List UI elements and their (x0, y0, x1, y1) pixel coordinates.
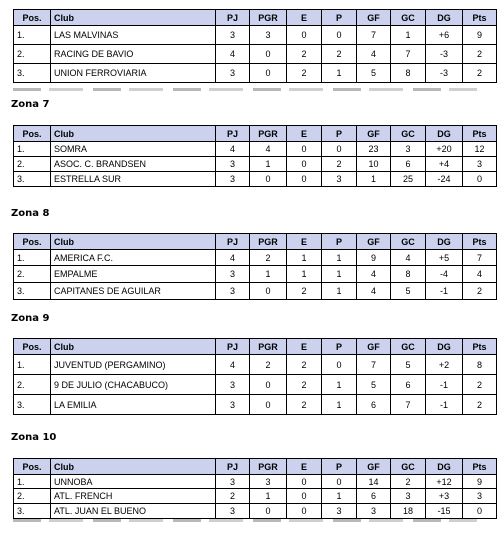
standings-table-zone-9 (13, 338, 497, 415)
cell-pts: 3 (463, 157, 497, 172)
header-pos: Pos. (14, 339, 51, 355)
cell-gc: 1 (391, 26, 426, 45)
cell-pj: 3 (216, 504, 250, 519)
cell-pgr: 3 (250, 26, 287, 45)
table-row (14, 172, 497, 187)
cell-club: UNNOBA (51, 475, 216, 489)
standings-table-zone-7 (13, 125, 497, 187)
cell-p: 1 (322, 395, 357, 415)
header-club: Club (51, 126, 216, 142)
cell-club: EMPALME (51, 266, 216, 283)
cell-pts: 12 (463, 142, 497, 157)
cell-dg: +6 (426, 26, 463, 45)
header-e: E (287, 234, 322, 250)
cut-off-footnote (13, 88, 477, 91)
cell-club: LA EMILIA (51, 395, 216, 415)
table-header-row (14, 10, 497, 26)
cell-pj: 3 (216, 157, 250, 172)
cell-dg: -1 (426, 395, 463, 415)
cell-pj: 3 (216, 283, 250, 300)
cell-pgr: 0 (250, 504, 287, 519)
cell-pts: 9 (463, 475, 497, 489)
cell-pts: 9 (463, 26, 497, 45)
cell-gf: 7 (357, 26, 391, 45)
header-pgr: PGR (250, 10, 287, 26)
cell-p: 3 (322, 172, 357, 187)
header-pos: Pos. (14, 234, 51, 250)
cell-gc: 8 (391, 64, 426, 83)
cell-gf: 14 (357, 475, 391, 489)
cell-dg: -3 (426, 64, 463, 83)
cell-gc: 6 (391, 375, 426, 395)
cell-dg: +3 (426, 489, 463, 504)
cell-pos: 1. (14, 250, 51, 266)
cell-gc: 7 (391, 45, 426, 64)
header-pts: Pts (463, 339, 497, 355)
header-pj: PJ (216, 234, 250, 250)
cell-pgr: 0 (250, 64, 287, 83)
header-dg: DG (426, 339, 463, 355)
cell-pgr: 0 (250, 283, 287, 300)
header-pj: PJ (216, 126, 250, 142)
cell-club: CAPITANES DE AGUILAR (51, 283, 216, 300)
header-club: Club (51, 10, 216, 26)
cell-e: 0 (287, 504, 322, 519)
table-row (14, 64, 497, 83)
zone-title: Zona 9 (11, 313, 50, 324)
cell-gf: 4 (357, 283, 391, 300)
table-header-row (14, 339, 497, 355)
cell-pos: 2. (14, 45, 51, 64)
cell-pts: 2 (463, 45, 497, 64)
table-row (14, 45, 497, 64)
cell-p: 1 (322, 489, 357, 504)
header-pts: Pts (463, 234, 497, 250)
cut-off-footnote (13, 519, 477, 522)
cell-pj: 2 (216, 489, 250, 504)
table-row (14, 375, 497, 395)
cell-club: 9 DE JULIO (CHACABUCO) (51, 375, 216, 395)
zone-title: Zona 8 (11, 208, 50, 219)
table-header-row (14, 459, 497, 475)
cell-pos: 1. (14, 26, 51, 45)
cell-pj: 3 (216, 64, 250, 83)
cell-p: 1 (322, 266, 357, 283)
cell-gc: 25 (391, 172, 426, 187)
cell-gf: 5 (357, 64, 391, 83)
cell-club: SOMRA (51, 142, 216, 157)
zone-title: Zona 10 (11, 432, 57, 443)
table-row (14, 283, 497, 300)
cell-pts: 2 (463, 395, 497, 415)
header-club: Club (51, 234, 216, 250)
cell-pgr: 2 (250, 355, 287, 375)
cell-pos: 2. (14, 157, 51, 172)
cell-pos: 2. (14, 266, 51, 283)
table-row (14, 142, 497, 157)
cell-pts: 2 (463, 283, 497, 300)
header-gc: GC (391, 234, 426, 250)
cell-pos: 1. (14, 475, 51, 489)
table-row (14, 504, 497, 519)
cell-dg: -15 (426, 504, 463, 519)
cell-pj: 3 (216, 172, 250, 187)
cell-pgr: 1 (250, 157, 287, 172)
header-gf: GF (357, 234, 391, 250)
cell-dg: -24 (426, 172, 463, 187)
header-p: P (322, 10, 357, 26)
cell-pj: 4 (216, 355, 250, 375)
header-pj: PJ (216, 10, 250, 26)
header-pts: Pts (463, 459, 497, 475)
cell-dg: -1 (426, 375, 463, 395)
header-club: Club (51, 339, 216, 355)
cell-pj: 3 (216, 26, 250, 45)
cell-e: 0 (287, 172, 322, 187)
cell-club: UNION FERROVIARIA (51, 64, 216, 83)
cell-pts: 8 (463, 355, 497, 375)
cell-pts: 2 (463, 64, 497, 83)
cell-pts: 7 (463, 250, 497, 266)
cell-pj: 4 (216, 45, 250, 64)
cell-gf: 6 (357, 489, 391, 504)
cell-club: RACING DE BAVIO (51, 45, 216, 64)
header-e: E (287, 126, 322, 142)
table-header-row (14, 126, 497, 142)
cell-pj: 4 (216, 250, 250, 266)
cell-pj: 3 (216, 266, 250, 283)
header-club: Club (51, 459, 216, 475)
table-row (14, 355, 497, 375)
cell-gf: 6 (357, 395, 391, 415)
header-gc: GC (391, 339, 426, 355)
header-pgr: PGR (250, 126, 287, 142)
header-dg: DG (426, 234, 463, 250)
cell-p: 2 (322, 157, 357, 172)
cell-pgr: 0 (250, 45, 287, 64)
cell-e: 1 (287, 266, 322, 283)
cell-pj: 3 (216, 475, 250, 489)
header-pos: Pos. (14, 126, 51, 142)
cell-p: 2 (322, 45, 357, 64)
header-e: E (287, 339, 322, 355)
cell-pos: 2. (14, 489, 51, 504)
cell-p: 1 (322, 64, 357, 83)
cell-club: JUVENTUD (PERGAMINO) (51, 355, 216, 375)
header-p: P (322, 459, 357, 475)
zone-title: Zona 7 (11, 99, 50, 110)
cell-pj: 3 (216, 375, 250, 395)
table-row (14, 266, 497, 283)
cell-e: 2 (287, 283, 322, 300)
cell-e: 0 (287, 489, 322, 504)
cell-e: 2 (287, 375, 322, 395)
cell-gf: 5 (357, 375, 391, 395)
cell-gf: 9 (357, 250, 391, 266)
cell-pgr: 0 (250, 172, 287, 187)
cell-pos: 1. (14, 355, 51, 375)
cell-e: 0 (287, 26, 322, 45)
cell-dg: +20 (426, 142, 463, 157)
cell-dg: -3 (426, 45, 463, 64)
cell-pj: 4 (216, 142, 250, 157)
header-pgr: PGR (250, 339, 287, 355)
header-gf: GF (357, 126, 391, 142)
cell-pgr: 1 (250, 489, 287, 504)
cell-p: 0 (322, 355, 357, 375)
cell-dg: -1 (426, 283, 463, 300)
cell-pos: 3. (14, 64, 51, 83)
cell-pts: 3 (463, 489, 497, 504)
cell-gc: 6 (391, 157, 426, 172)
table-row (14, 250, 497, 266)
cell-pos: 3. (14, 504, 51, 519)
header-pts: Pts (463, 10, 497, 26)
cell-pgr: 1 (250, 266, 287, 283)
cell-pts: 0 (463, 504, 497, 519)
table-header-row (14, 234, 497, 250)
standings-table-zone-8 (13, 233, 497, 300)
header-pj: PJ (216, 339, 250, 355)
cell-e: 1 (287, 250, 322, 266)
cell-e: 2 (287, 45, 322, 64)
cell-pts: 4 (463, 266, 497, 283)
cell-e: 2 (287, 355, 322, 375)
header-pos: Pos. (14, 459, 51, 475)
cell-club: ESTRELLA SUR (51, 172, 216, 187)
cell-pgr: 0 (250, 395, 287, 415)
cell-dg: +4 (426, 157, 463, 172)
cell-gc: 3 (391, 142, 426, 157)
table-row (14, 489, 497, 504)
cell-gf: 4 (357, 266, 391, 283)
cell-gf: 7 (357, 355, 391, 375)
cell-gf: 3 (357, 504, 391, 519)
cell-gf: 23 (357, 142, 391, 157)
standings-table-zone-10 (13, 458, 497, 519)
cell-club: ATL. FRENCH (51, 489, 216, 504)
cell-pos: 2. (14, 375, 51, 395)
cell-gc: 4 (391, 250, 426, 266)
cell-gc: 8 (391, 266, 426, 283)
header-dg: DG (426, 459, 463, 475)
cell-gc: 18 (391, 504, 426, 519)
cell-pgr: 4 (250, 142, 287, 157)
cell-pos: 3. (14, 283, 51, 300)
cell-p: 1 (322, 250, 357, 266)
cell-club: LAS MALVINAS (51, 26, 216, 45)
table-row (14, 26, 497, 45)
header-gf: GF (357, 459, 391, 475)
zone-10-viewport (13, 458, 487, 520)
cell-pj: 3 (216, 395, 250, 415)
cell-gf: 10 (357, 157, 391, 172)
cell-dg: +5 (426, 250, 463, 266)
header-e: E (287, 10, 322, 26)
table-row (14, 475, 497, 489)
header-pts: Pts (463, 126, 497, 142)
cell-e: 0 (287, 475, 322, 489)
cell-club: AMERICA F.C. (51, 250, 216, 266)
cell-p: 1 (322, 283, 357, 300)
cell-dg: +2 (426, 355, 463, 375)
header-p: P (322, 339, 357, 355)
header-gc: GC (391, 126, 426, 142)
header-pgr: PGR (250, 234, 287, 250)
cell-e: 0 (287, 157, 322, 172)
cell-gc: 7 (391, 395, 426, 415)
cell-pgr: 0 (250, 375, 287, 395)
header-dg: DG (426, 10, 463, 26)
cell-pos: 3. (14, 395, 51, 415)
cell-pgr: 2 (250, 250, 287, 266)
cell-gc: 5 (391, 355, 426, 375)
standings-table-zone-6 (13, 9, 497, 83)
header-pj: PJ (216, 459, 250, 475)
cell-dg: -4 (426, 266, 463, 283)
cell-gc: 2 (391, 475, 426, 489)
table-row (14, 157, 497, 172)
cell-gf: 1 (357, 172, 391, 187)
header-pgr: PGR (250, 459, 287, 475)
header-e: E (287, 459, 322, 475)
header-p: P (322, 234, 357, 250)
cell-pts: 0 (463, 172, 497, 187)
cell-club: ATL. JUAN EL BUENO (51, 504, 216, 519)
cell-club: ASOC. C. BRANDSEN (51, 157, 216, 172)
header-gf: GF (357, 339, 391, 355)
cell-e: 2 (287, 64, 322, 83)
cell-gc: 5 (391, 283, 426, 300)
header-gf: GF (357, 10, 391, 26)
cell-pos: 3. (14, 172, 51, 187)
cell-gc: 3 (391, 489, 426, 504)
cell-p: 0 (322, 26, 357, 45)
header-pos: Pos. (14, 10, 51, 26)
cell-p: 3 (322, 504, 357, 519)
header-gc: GC (391, 459, 426, 475)
cell-p: 0 (322, 475, 357, 489)
cell-gf: 4 (357, 45, 391, 64)
cell-dg: +12 (426, 475, 463, 489)
cell-pos: 1. (14, 142, 51, 157)
cell-p: 0 (322, 142, 357, 157)
header-p: P (322, 126, 357, 142)
header-gc: GC (391, 10, 426, 26)
cell-e: 2 (287, 395, 322, 415)
cell-p: 1 (322, 375, 357, 395)
cell-pgr: 3 (250, 475, 287, 489)
cell-pts: 2 (463, 375, 497, 395)
header-dg: DG (426, 126, 463, 142)
cell-e: 0 (287, 142, 322, 157)
table-row (14, 395, 497, 415)
